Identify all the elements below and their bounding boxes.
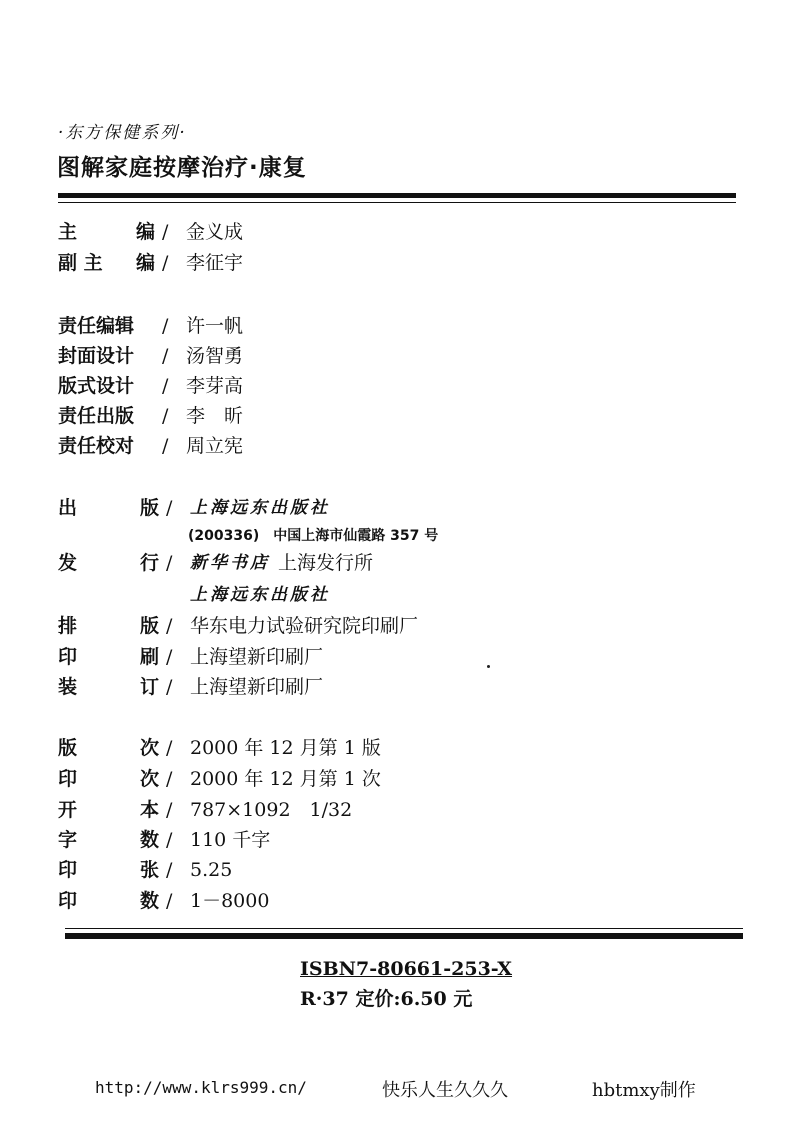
row-label-b: 行 (140, 552, 160, 574)
separator: / (166, 737, 173, 759)
row-label-b: 订 (140, 676, 160, 698)
bottom-rule-thin (65, 928, 743, 929)
separator: / (166, 799, 173, 821)
row-label-b: 本 (140, 799, 160, 821)
row-label-b: 版 (140, 615, 160, 637)
row-label-a: 开 (58, 799, 78, 821)
separator: / (166, 768, 173, 790)
row-label-a: 印 (58, 859, 78, 881)
separator: / (166, 497, 173, 519)
row-label-b: 次 (140, 768, 160, 790)
distributor-value-2: 上海远东出版社 (190, 585, 330, 605)
price-line: R·37 定价:6.50 元 (300, 988, 473, 1010)
spec-value: 1－8000 (190, 890, 270, 912)
top-rule-thick (58, 193, 736, 198)
row-label-b: 数 (140, 829, 160, 851)
staff-label: 封面设计 (58, 345, 135, 367)
spec-value: 2000 年 12 月第 1 版 (190, 737, 381, 759)
footer-url[interactable]: http://www.klrs999.cn/ (95, 1078, 307, 1097)
speck (487, 665, 490, 668)
separator: / (166, 552, 173, 574)
staff-label: 责任出版 (58, 405, 135, 427)
row-label-a: 装 (58, 676, 78, 698)
publisher-address: (200336) 中国上海市仙霞路 357 号 (188, 528, 439, 544)
distributor-value: 上海发行所 (278, 552, 374, 574)
separator: / (166, 890, 173, 912)
staff-value: 汤智勇 (186, 345, 244, 367)
row-label-a: 印 (58, 646, 78, 668)
spec-value: 787×1092 1/32 (190, 799, 353, 821)
row-label-b: 刷 (140, 646, 160, 668)
row-label-a: 排 (58, 615, 78, 637)
separator: / (162, 405, 169, 427)
separator: / (162, 375, 169, 397)
staff-label: 责任编辑 (58, 315, 135, 337)
top-rule-thin (58, 202, 736, 203)
staff-value: 李芽高 (186, 375, 244, 397)
bottom-rule-thick (65, 933, 743, 939)
row-label-a: 字 (58, 829, 78, 851)
spec-value: 110 千字 (190, 829, 271, 851)
separator: / (162, 315, 169, 337)
separator: / (162, 252, 169, 274)
footer-slogan: 快乐人生久久久 (382, 1080, 508, 1101)
staff-label: 版式设计 (58, 375, 135, 397)
row-label-a: 印 (58, 890, 78, 912)
separator: / (166, 646, 173, 668)
footer-credit: hbtmxy制作 (592, 1080, 696, 1101)
binding-value: 上海望新印刷厂 (190, 676, 324, 698)
row-label-a: 出 (58, 497, 78, 519)
staff-value: 许一帆 (186, 315, 244, 337)
publisher-value: 上海远东出版社 (190, 498, 330, 518)
separator: / (162, 435, 169, 457)
separator: / (162, 345, 169, 367)
row-label-a: 印 (58, 768, 78, 790)
distributor-calligraphy: 新华书店 (190, 553, 270, 573)
row-label-a: 副 主 (58, 252, 103, 274)
printing-value: 上海望新印刷厂 (190, 646, 324, 668)
staff-label: 责任校对 (58, 435, 135, 457)
row-label-b: 编 (136, 221, 156, 243)
row-label-b: 张 (140, 859, 160, 881)
row-label-a: 主 (58, 221, 78, 243)
book-title: 图解家庭按摩治疗·康复 (57, 155, 307, 181)
typesetting-value: 华东电力试验研究院印刷厂 (190, 615, 419, 637)
isbn: ISBN7-80661-253-X (300, 958, 513, 980)
row-label-a: 发 (58, 552, 78, 574)
staff-value: 周立宪 (186, 435, 244, 457)
row-label-b: 编 (136, 252, 156, 274)
separator: / (162, 221, 169, 243)
row-label-b: 数 (140, 890, 160, 912)
row-label-b: 次 (140, 737, 160, 759)
row-label-a: 版 (58, 737, 78, 759)
chief-editor-value: 金义成 (186, 221, 244, 243)
staff-value: 李 昕 (186, 405, 244, 427)
separator: / (166, 859, 173, 881)
row-label-b: 版 (140, 497, 160, 519)
series-name: ·东方保健系列· (58, 123, 187, 143)
separator: / (166, 615, 173, 637)
separator: / (166, 676, 173, 698)
spec-value: 5.25 (190, 859, 233, 881)
separator: / (166, 829, 173, 851)
deputy-editor-value: 李征宇 (186, 252, 244, 274)
spec-value: 2000 年 12 月第 1 次 (190, 768, 381, 790)
